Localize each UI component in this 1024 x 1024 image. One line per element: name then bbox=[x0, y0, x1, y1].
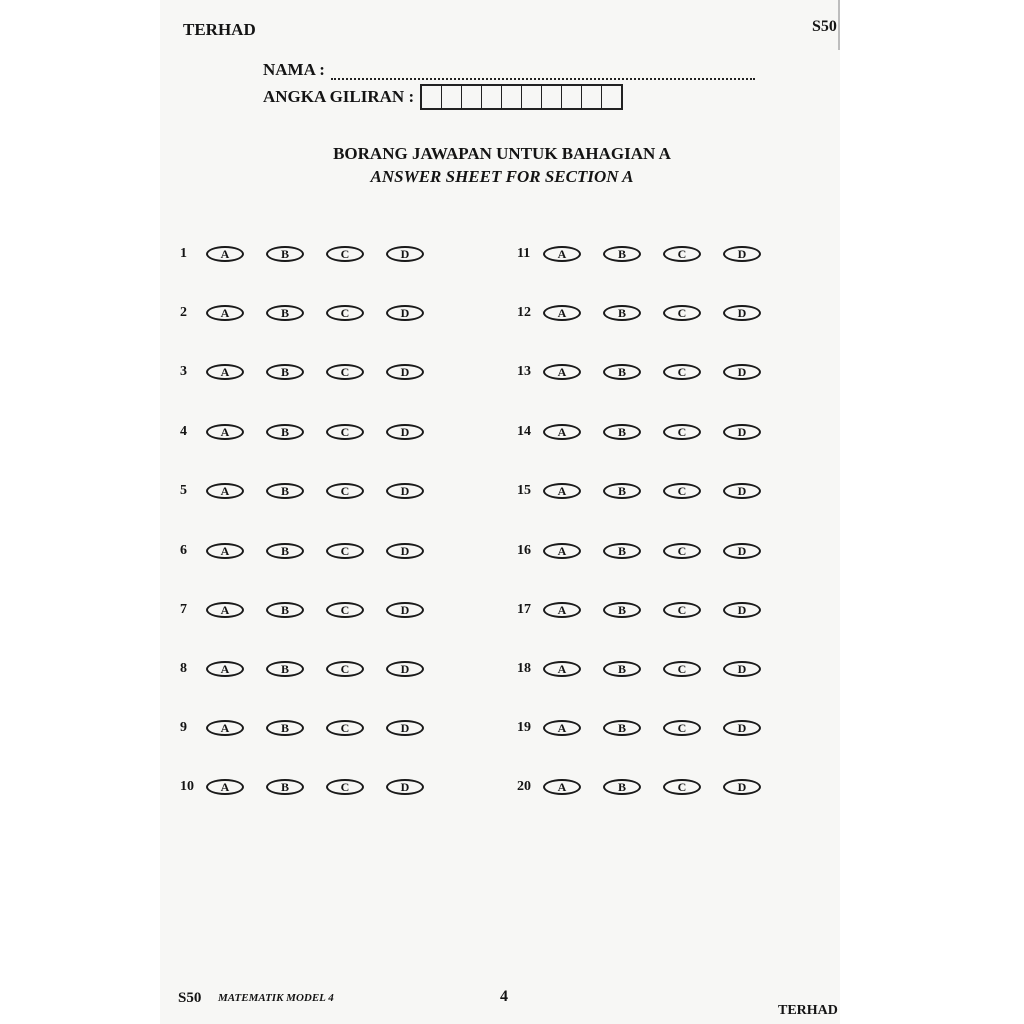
answer-bubble-b[interactable]: B bbox=[266, 779, 304, 795]
answer-bubble-d[interactable]: D bbox=[386, 602, 424, 618]
question-number: 3 bbox=[180, 364, 187, 379]
index-digit-box[interactable] bbox=[422, 86, 442, 108]
answer-bubble-b[interactable]: B bbox=[603, 364, 641, 380]
answer-bubble-a[interactable]: A bbox=[543, 720, 581, 736]
question-row bbox=[517, 481, 783, 501]
question-row bbox=[180, 541, 446, 561]
question-number: 8 bbox=[180, 661, 187, 676]
question-row bbox=[180, 718, 446, 738]
answer-bubble-c[interactable]: C bbox=[326, 779, 364, 795]
question-row bbox=[180, 659, 446, 679]
answer-bubble-d[interactable]: D bbox=[386, 543, 424, 559]
answer-bubble-b[interactable]: B bbox=[266, 661, 304, 677]
answer-bubble-d[interactable]: D bbox=[386, 246, 424, 262]
question-number: 4 bbox=[180, 424, 187, 439]
header-code: S50 bbox=[812, 18, 837, 35]
answer-bubble-c[interactable]: C bbox=[663, 305, 701, 321]
question-number: 16 bbox=[517, 543, 531, 558]
index-number-row bbox=[263, 84, 623, 110]
footer-code: S50 bbox=[178, 990, 202, 1006]
answer-bubble-c[interactable]: C bbox=[663, 483, 701, 499]
question-row bbox=[180, 777, 446, 797]
answer-bubble-b[interactable]: B bbox=[603, 779, 641, 795]
answer-bubble-a[interactable]: A bbox=[206, 483, 244, 499]
answer-bubble-c[interactable]: C bbox=[326, 661, 364, 677]
answer-bubble-c[interactable]: C bbox=[326, 483, 364, 499]
answer-bubble-a[interactable]: A bbox=[206, 720, 244, 736]
answer-bubble-b[interactable]: B bbox=[603, 661, 641, 677]
index-number-boxes[interactable] bbox=[420, 84, 623, 110]
header-classification: TERHAD bbox=[183, 20, 256, 39]
question-row bbox=[517, 244, 783, 264]
answer-bubble-b[interactable]: B bbox=[603, 543, 641, 559]
footer-page-number: 4 bbox=[500, 988, 508, 1005]
answer-bubble-c[interactable]: C bbox=[663, 364, 701, 380]
question-number: 17 bbox=[517, 602, 531, 617]
answer-bubble-b[interactable]: B bbox=[603, 305, 641, 321]
answer-bubble-d[interactable]: D bbox=[723, 779, 761, 795]
footer-classification: TERHAD bbox=[778, 1003, 838, 1018]
question-number: 7 bbox=[180, 602, 187, 617]
answer-bubble-c[interactable]: C bbox=[663, 720, 701, 736]
question-number: 2 bbox=[180, 305, 187, 320]
question-row bbox=[517, 777, 783, 797]
answer-bubble-b[interactable]: B bbox=[603, 602, 641, 618]
question-number: 10 bbox=[180, 779, 194, 794]
answer-bubble-b[interactable]: B bbox=[266, 483, 304, 499]
answer-bubble-c[interactable]: C bbox=[663, 543, 701, 559]
answer-bubble-a[interactable]: A bbox=[206, 602, 244, 618]
title-malay: BORANG JAWAPAN UNTUK BAHAGIAN A bbox=[333, 144, 671, 163]
answer-bubble-a[interactable]: A bbox=[543, 661, 581, 677]
answer-bubble-a[interactable]: A bbox=[543, 779, 581, 795]
answer-bubble-c[interactable]: C bbox=[663, 661, 701, 677]
answer-bubble-d[interactable]: D bbox=[386, 779, 424, 795]
answer-bubble-d[interactable]: D bbox=[723, 424, 761, 440]
index-digit-box[interactable] bbox=[542, 86, 562, 108]
index-number-label: ANGKA GILIRAN : bbox=[263, 87, 415, 106]
answer-bubble-a[interactable]: A bbox=[206, 305, 244, 321]
answer-bubble-c[interactable]: C bbox=[663, 602, 701, 618]
question-number: 1 bbox=[180, 246, 187, 261]
question-number: 20 bbox=[517, 779, 531, 794]
question-number: 13 bbox=[517, 364, 531, 379]
index-digit-box[interactable] bbox=[462, 86, 482, 108]
answer-bubble-b[interactable]: B bbox=[603, 483, 641, 499]
question-row bbox=[180, 244, 446, 264]
question-number: 6 bbox=[180, 543, 187, 558]
answer-bubble-c[interactable]: C bbox=[663, 246, 701, 262]
question-row bbox=[180, 422, 446, 442]
answer-bubble-a[interactable]: A bbox=[206, 246, 244, 262]
answer-bubble-b[interactable]: B bbox=[266, 424, 304, 440]
question-row bbox=[517, 600, 783, 620]
answer-bubble-b[interactable]: B bbox=[266, 246, 304, 262]
title-english: ANSWER SHEET FOR SECTION A bbox=[370, 167, 634, 186]
paper-edge bbox=[838, 0, 840, 50]
question-row bbox=[180, 362, 446, 382]
answer-bubble-d[interactable]: D bbox=[386, 305, 424, 321]
answer-bubble-a[interactable]: A bbox=[543, 424, 581, 440]
question-row bbox=[517, 718, 783, 738]
name-row bbox=[263, 60, 755, 80]
answer-bubble-d[interactable]: D bbox=[723, 543, 761, 559]
answer-bubble-b[interactable]: B bbox=[266, 305, 304, 321]
answer-bubble-d[interactable]: D bbox=[723, 364, 761, 380]
answer-bubble-a[interactable]: A bbox=[543, 364, 581, 380]
question-row bbox=[180, 481, 446, 501]
question-number: 12 bbox=[517, 305, 531, 320]
answer-bubble-d[interactable]: D bbox=[723, 246, 761, 262]
question-row bbox=[517, 659, 783, 679]
answer-bubble-b[interactable]: B bbox=[266, 720, 304, 736]
answer-bubble-c[interactable]: C bbox=[326, 246, 364, 262]
question-number: 9 bbox=[180, 720, 187, 735]
answer-bubble-d[interactable]: D bbox=[723, 305, 761, 321]
answer-bubble-d[interactable]: D bbox=[723, 720, 761, 736]
footer-subject: MATEMATIK MODEL 4 bbox=[218, 992, 334, 1004]
answer-bubble-d[interactable]: D bbox=[723, 483, 761, 499]
answer-bubble-a[interactable]: A bbox=[543, 543, 581, 559]
answer-bubble-c[interactable]: C bbox=[326, 543, 364, 559]
answer-bubble-a[interactable]: A bbox=[543, 246, 581, 262]
answer-bubble-a[interactable]: A bbox=[206, 661, 244, 677]
question-row bbox=[517, 541, 783, 561]
question-number: 11 bbox=[517, 246, 531, 261]
question-row bbox=[180, 303, 446, 323]
answer-bubble-c[interactable]: C bbox=[326, 424, 364, 440]
answer-bubble-a[interactable]: A bbox=[543, 305, 581, 321]
question-row bbox=[517, 303, 783, 323]
answer-bubble-d[interactable]: D bbox=[723, 602, 761, 618]
question-row bbox=[517, 362, 783, 382]
answer-bubble-c[interactable]: C bbox=[663, 424, 701, 440]
answer-bubble-a[interactable]: A bbox=[543, 602, 581, 618]
question-number: 15 bbox=[517, 483, 531, 498]
answer-bubble-b[interactable]: B bbox=[266, 602, 304, 618]
name-input-line[interactable] bbox=[331, 64, 755, 80]
answer-bubble-d[interactable]: D bbox=[386, 483, 424, 499]
answer-bubble-c[interactable]: C bbox=[326, 364, 364, 380]
answer-bubble-d[interactable]: D bbox=[386, 720, 424, 736]
index-digit-box[interactable] bbox=[482, 86, 502, 108]
index-digit-box[interactable] bbox=[562, 86, 582, 108]
answer-bubble-a[interactable]: A bbox=[206, 779, 244, 795]
answer-bubble-d[interactable]: D bbox=[723, 661, 761, 677]
index-digit-box[interactable] bbox=[502, 86, 522, 108]
answer-bubble-b[interactable]: B bbox=[603, 246, 641, 262]
answer-bubble-d[interactable]: D bbox=[386, 364, 424, 380]
answer-bubble-b[interactable]: B bbox=[603, 720, 641, 736]
answer-bubble-b[interactable]: B bbox=[266, 543, 304, 559]
question-number: 5 bbox=[180, 483, 187, 498]
answer-bubble-b[interactable]: B bbox=[266, 364, 304, 380]
answer-bubble-b[interactable]: B bbox=[603, 424, 641, 440]
answer-bubble-a[interactable]: A bbox=[206, 364, 244, 380]
answer-bubble-d[interactable]: D bbox=[386, 424, 424, 440]
question-row bbox=[180, 600, 446, 620]
answer-bubble-c[interactable]: C bbox=[326, 305, 364, 321]
index-digit-box[interactable] bbox=[582, 86, 602, 108]
question-number: 14 bbox=[517, 424, 531, 439]
question-number: 19 bbox=[517, 720, 531, 735]
answer-bubble-d[interactable]: D bbox=[386, 661, 424, 677]
answer-bubble-a[interactable]: A bbox=[206, 424, 244, 440]
answer-bubble-c[interactable]: C bbox=[326, 602, 364, 618]
question-row bbox=[517, 422, 783, 442]
index-digit-box[interactable] bbox=[522, 86, 542, 108]
name-label: NAMA : bbox=[263, 60, 325, 79]
index-digit-box[interactable] bbox=[602, 86, 621, 108]
answer-bubble-c[interactable]: C bbox=[663, 779, 701, 795]
answer-bubble-a[interactable]: A bbox=[206, 543, 244, 559]
answer-bubble-a[interactable]: A bbox=[543, 483, 581, 499]
index-digit-box[interactable] bbox=[442, 86, 462, 108]
question-number: 18 bbox=[517, 661, 531, 676]
answer-bubble-c[interactable]: C bbox=[326, 720, 364, 736]
